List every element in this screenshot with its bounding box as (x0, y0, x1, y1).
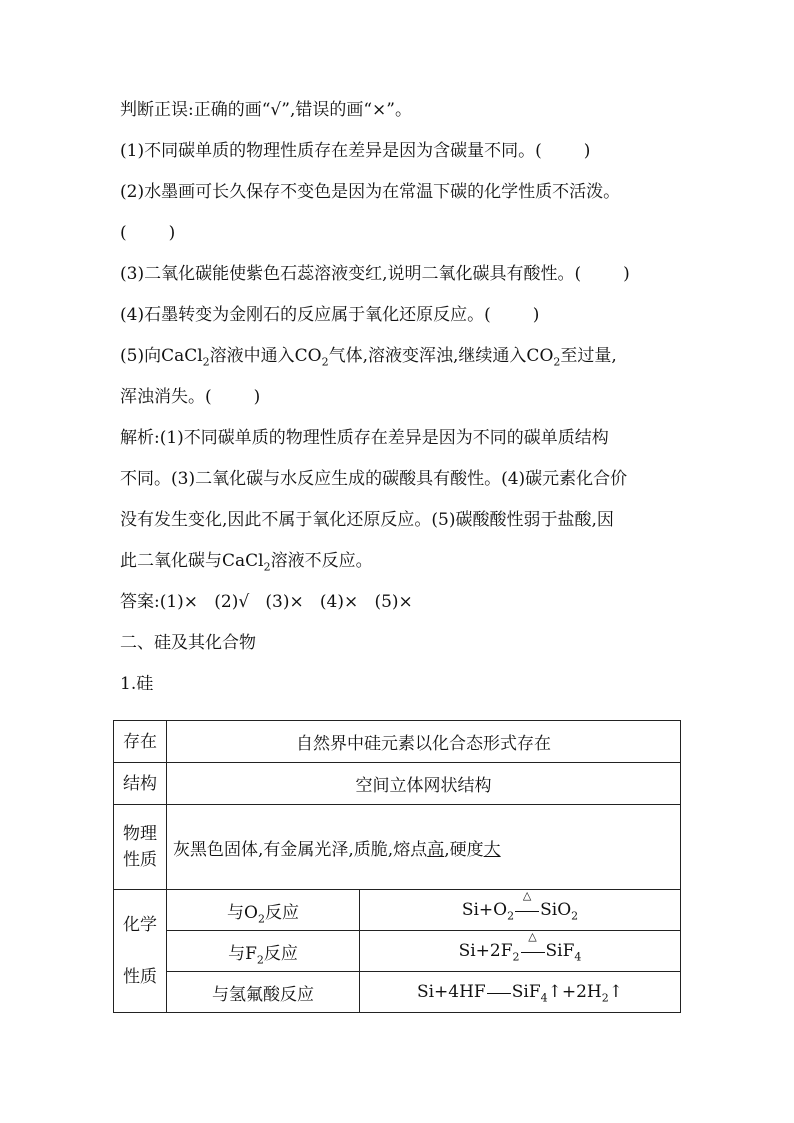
reagent-o2: 与$O_2$反应 (167, 890, 360, 931)
row-label-existence: 存在 (114, 721, 167, 763)
table-row (114, 721, 681, 763)
reagent-f2: 与$F_2$反应 (167, 931, 360, 972)
equation-hf: Si+4HF $SiF_4↑+2H_2↑$ (360, 972, 681, 1013)
question-4: (4)石墨转变为金刚石的反应属于氧化还原反应。( ) (120, 305, 540, 325)
heating-condition: △ (520, 941, 546, 961)
analysis-line-2: 不同。(3)二氧化碳与水反应生成的碳酸具有酸性。(4)碳元素化合价 (120, 469, 628, 489)
question-5-cont: 浑浊消失。( ) (120, 387, 261, 407)
table-row (114, 805, 681, 890)
document-body (120, 100, 680, 715)
question-1: (1)不同碳单质的物理性质存在差异是因为含碳量不同。( ) (120, 141, 591, 161)
analysis-line-1: 解析:(1)不同碳单质的物理性质存在差异是因为不同的碳单质结构 (120, 428, 609, 448)
table-row (114, 763, 681, 805)
equation-o2: $Si+O_2$ △ SiO$_2$ (360, 890, 681, 931)
structure-value: 空间立体网状结构 (167, 763, 681, 805)
section-heading: 二、硅及其化合物 (120, 633, 256, 653)
reagent-hf: 与氢氟酸反应 (167, 972, 360, 1013)
row-label-structure: 结构 (114, 763, 167, 805)
question-2: (2)水墨画可长久保存不变色是因为在常温下碳的化学性质不活泼。 (120, 182, 621, 202)
silicon-properties-table (113, 720, 681, 1013)
answer-line: 答案:(1)× (2)√ (3)× (4)× (5)× (120, 592, 413, 612)
physical-value: 灰黑色固体,有金属光泽,质脆,熔点高,硬度大 (167, 805, 681, 890)
heating-condition: △ (514, 900, 540, 920)
row-label-chemical: 化学 性质 (114, 890, 167, 1013)
question-3: (3)二氧化碳能使紫色石蕊溶液变红,说明二氧化碳具有酸性。( ) (120, 264, 630, 284)
table-row (114, 972, 681, 1013)
table-row (114, 931, 681, 972)
row-label-physical: 物理 性质 (114, 805, 167, 890)
instruction-line: 判断正误:正确的画“√”,错误的画“×”。 (120, 100, 412, 120)
question-5: (5)向CaCl$_2$溶液中通入$CO_2$气体,溶液变浑浊,继续通入$CO_2$至过量, (120, 346, 617, 369)
table-row (114, 890, 681, 931)
equation-f2: $Si+2F_2$ △ SiF$_4$ (360, 931, 681, 972)
question-2-blank-line: ( ) (120, 223, 176, 243)
analysis-line-4: 此二氧化碳与CaCl$_2$溶液不反应。 (120, 551, 373, 574)
analysis-line-3: 没有发生变化,因此不属于氧化还原反应。(5)碳酸酸性弱于盐酸,因 (120, 510, 614, 530)
subsection-heading: 1.硅 (120, 674, 154, 694)
equals-line (486, 982, 512, 1002)
existence-value: 自然界中硅元素以化合态形式存在 (167, 721, 681, 763)
